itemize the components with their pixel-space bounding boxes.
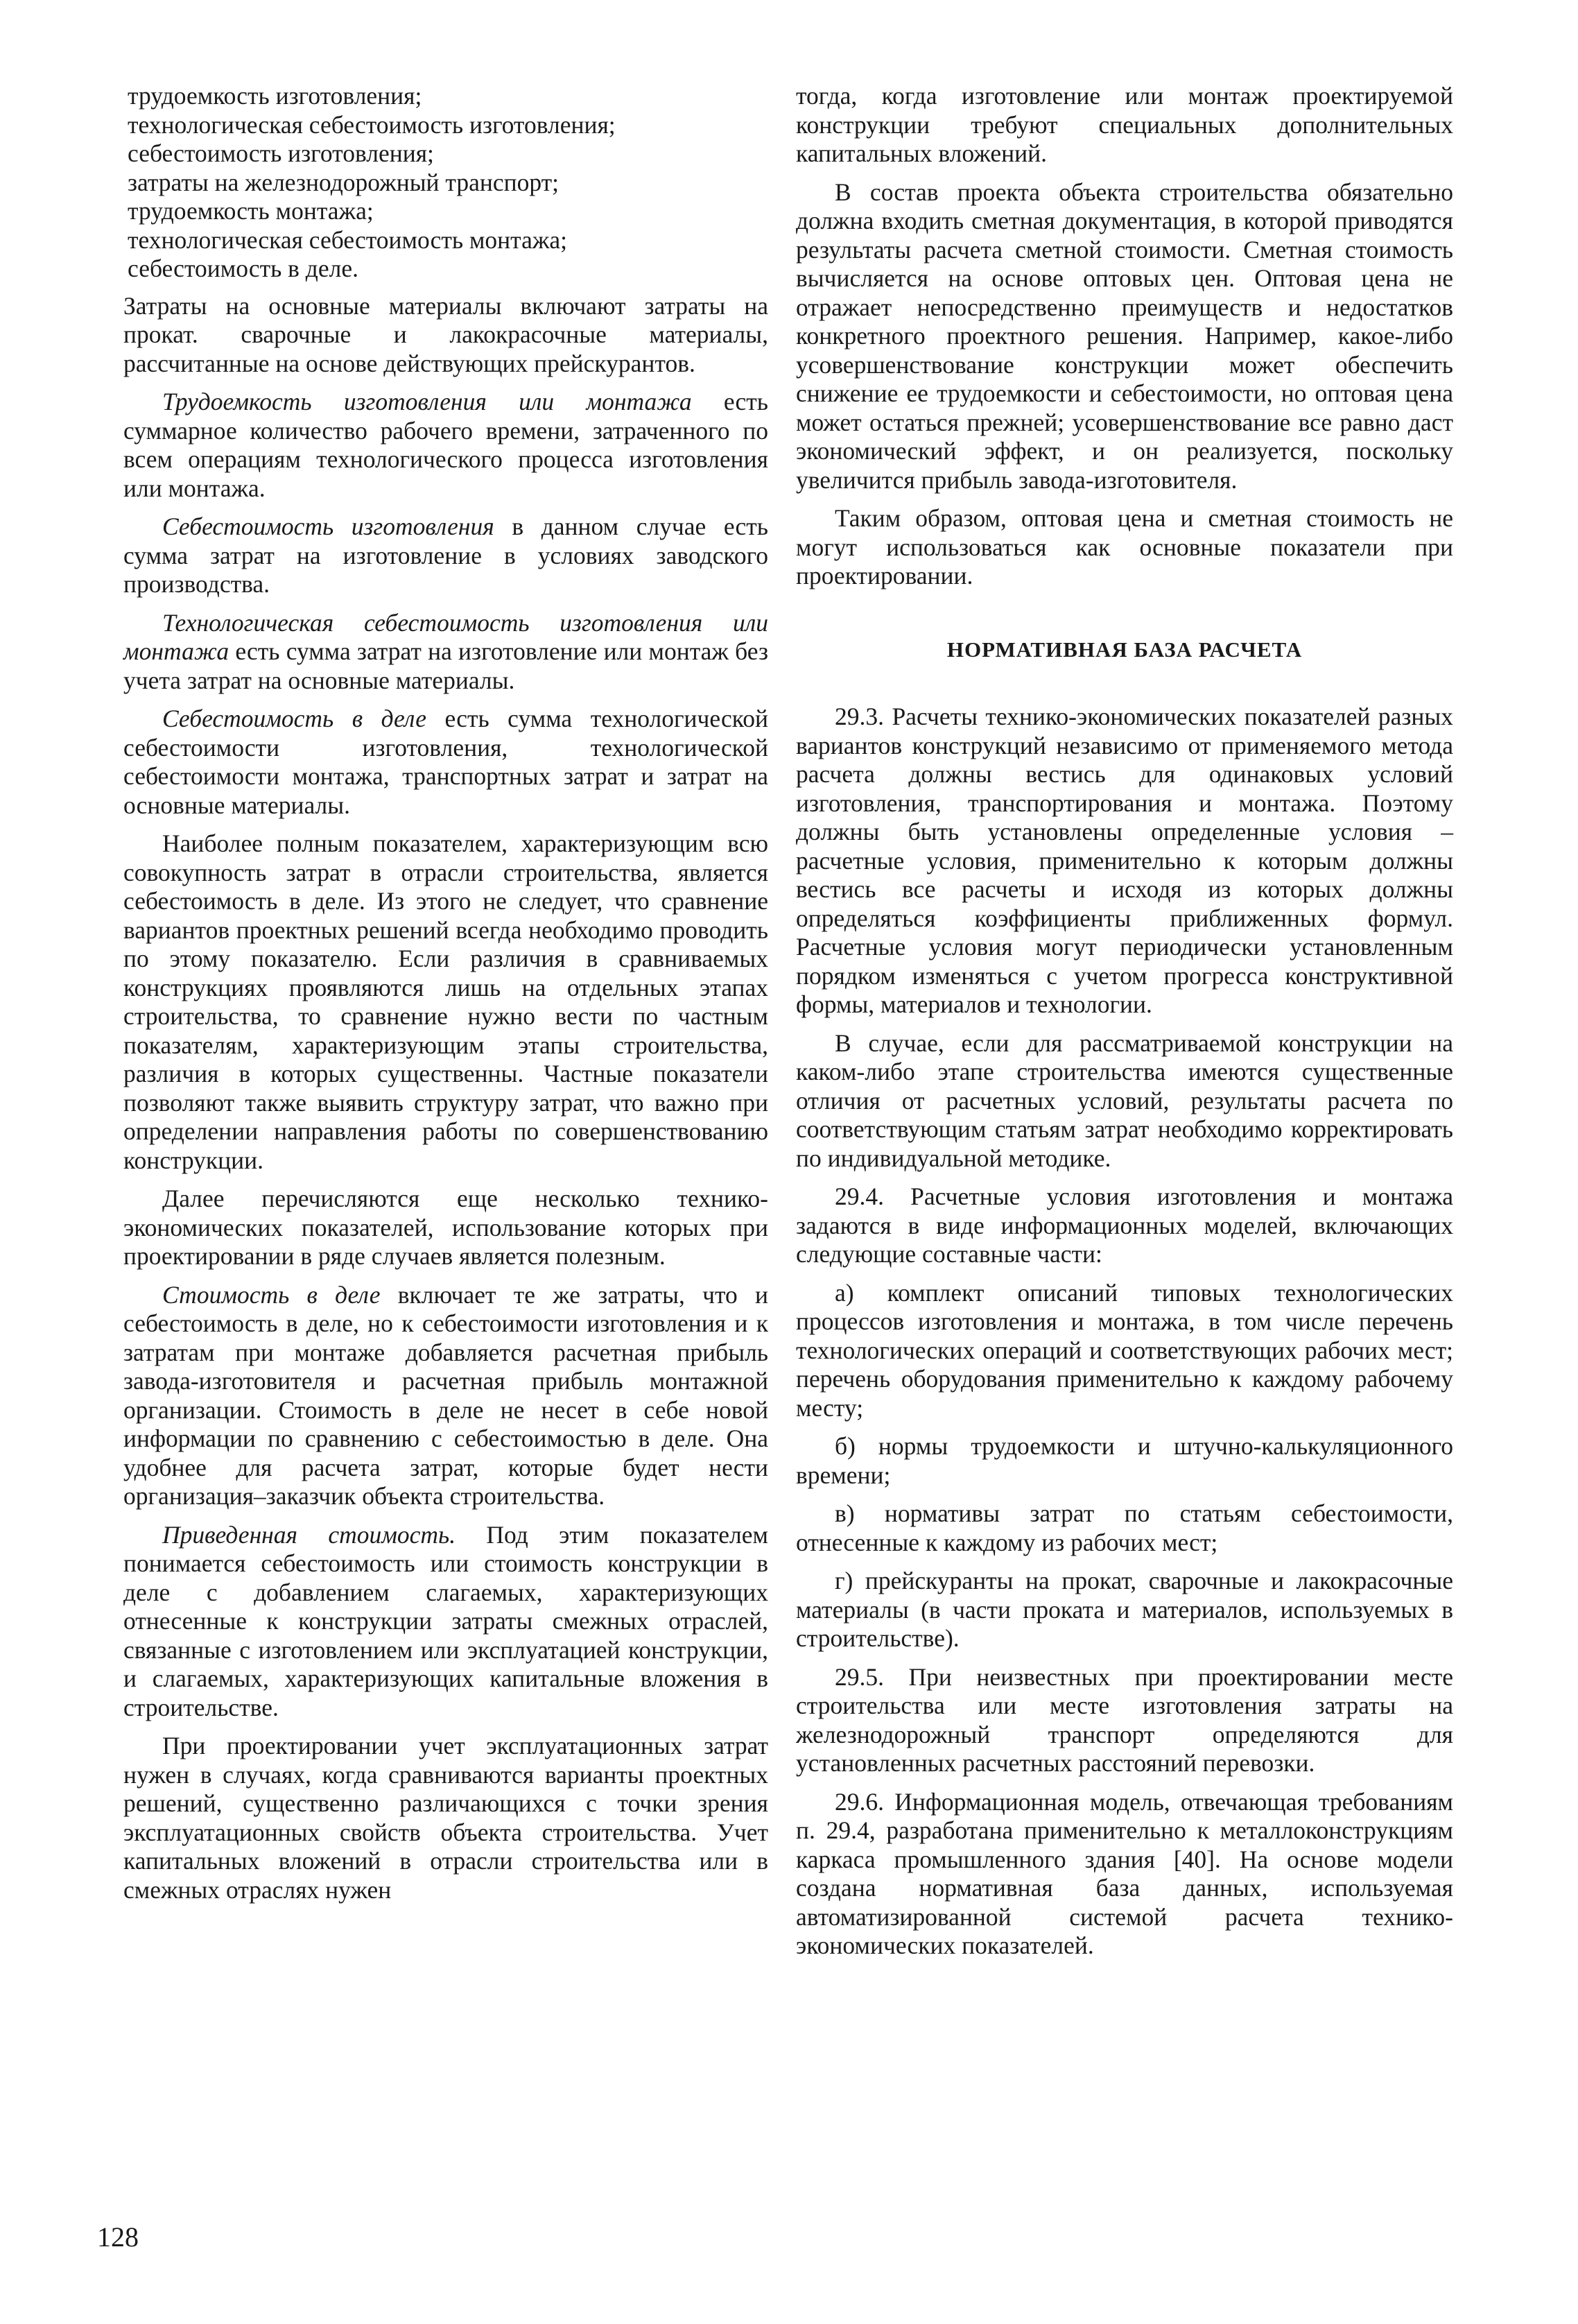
list-item: технологическая себестоимость изготовления; bbox=[128, 110, 616, 139]
paragraph-operating-costs: При проектировании учет эксплуатационных затрат нужен в случаях, когда сравниваются варианты проектных решений, существенно различающихся с точки зрения эксплуатационных свойств объекта строительства. Учет капитальных вложений в отрасли строительства или в смежных отраслях нужен bbox=[123, 1732, 768, 1904]
paragraph-29-6: 29.6. Информационная модель, отвечающая требованиям п. 29.4, разработана применительно к металлоконструкциям каркаса промышленного здания [40]. На основе модели создана нормативная база данных, используемая автоматизированной системой расчета технико-экономических показателей. bbox=[796, 1787, 1453, 1959]
paragraph-deviation: В случае, если для рассматриваемой конструкции на каком-либо этапе строительства имеются существенные отличия от расчетных условий, результаты расчета по соответствующим статьям затрат необходимо корректировать по индивидуальной методике. bbox=[796, 1028, 1453, 1172]
paragraph-labor-definition bbox=[123, 388, 768, 503]
list-item-g: г) прейскуранты на прокат, сварочные и лакокрасочные материалы (в части проката и материалов, используемых в строительстве). bbox=[796, 1567, 1453, 1652]
paragraph-29-4: 29.4. Расчетные условия изготовления и монтажа задаются в виде информационных моделей, включающих следующие составные части: bbox=[796, 1182, 1453, 1268]
list-item: себестоимость изготовления; bbox=[128, 139, 434, 167]
term: Стоимость в деле bbox=[162, 1280, 381, 1309]
paragraph-price-definition bbox=[123, 1281, 768, 1511]
paragraph-cost-definition bbox=[123, 513, 768, 599]
paragraph-tech-cost-definition bbox=[123, 609, 768, 696]
paragraph-additional-indicators: Далее перечисляются еще несколько технико-экономических показателей, использование которых при проектировании в ряде случаев является полезным. bbox=[123, 1185, 768, 1270]
definition: есть суммарное количество рабочего времени, затраченного по всем операциям технологического процесса изготовления или монтажа. bbox=[123, 388, 768, 502]
list-item: затраты на железнодорожный транспорт; bbox=[128, 168, 560, 196]
section-heading: НОРМАТИВНАЯ БАЗА РАСЧЕТА bbox=[946, 637, 1303, 662]
left-column bbox=[123, 82, 768, 1914]
definition: в данном случае есть сумма затрат на изготовление в условиях заводского производства. bbox=[123, 513, 768, 598]
page-number: 128 bbox=[97, 2221, 139, 2253]
definition: включает те же затраты, что и себестоимость в деле, но к себестоимости изготовления и к затратам при монтаже добавляется расчетная прибыль завода-изготовителя и расчетная прибыль монтажной организации. Стоимость в деле не несет в себе новой информации по сравнению с себестоимостью в деле. Она удобнее для расчета затрат, которые будет нести организация–заказчик объекта строительства. bbox=[123, 1280, 768, 1510]
definition: есть сумма технологической себестоимости изготовления, технологической себестоимости монтажа, транспортных затрат и затрат на основные материалы. bbox=[123, 705, 768, 819]
definition: Под этим показателем понимается себестоимость или стоимость конструкции в деле с добавлением слагаемых, характеризующих отнесенные к конструкции затраты смежных отраслей, связанные с изготовлением или эксплуатацией конструкции, и слагаемых, характеризующих капитальные вложения в строительстве. bbox=[123, 1520, 768, 1721]
term: Технологическая себестоимость изготовления или монтажа bbox=[123, 608, 768, 665]
list-item-b: б) нормы трудоемкости и штучно-калькуляционного времени; bbox=[796, 1432, 1453, 1489]
list-item-a: а) комплект описаний типовых технологических процессов изготовления и монтажа, в том числе перечень технологических операций и соответствующих рабочих мест; перечень оборудования применительно к каждому рабочему месту; bbox=[796, 1278, 1453, 1422]
term: Трудоемкость изготовления или монтажа bbox=[162, 388, 692, 415]
term: Приведенная стоимость. bbox=[162, 1520, 456, 1549]
right-column bbox=[796, 82, 1453, 1970]
definition: есть сумма затрат на изготовление или монтаж без учета затрат на основные материалы. bbox=[123, 637, 768, 694]
list-item: трудоемкость изготовления; bbox=[128, 82, 422, 110]
paragraph-full-indicator: Наиболее полным показателем, характеризующим всю совокупность затрат в отрасли строительства, является себестоимость в деле. Из этого не следует, что сравнение вариантов проектных решений всегда необходимо проводить по этому показателю. Если различия в сравниваемых конструкциях проявляются лишь на отдельных этапах строительства, то сравнение нужно вести по частным показателям, характеризующим этапы строительства, различия в которых существенны. Частные показатели позволяют также выявить структуру затрат, что важно при определении направления работы по совершенствованию конструкции. bbox=[123, 829, 768, 1174]
paragraph-in-place-cost-definition bbox=[123, 705, 768, 820]
paragraph-29-3: 29.3. Расчеты технико-экономических показателей разных вариантов конструкций независимо от применяемого метода расчета должны вестись для одинаковых условий изготовления, транспортирования и монтажа. Поэтому должны быть установлены определенные условия – расчетные условия, применительно к которым должны вестись все расчеты и исходя из которых должны определяться коэффициенты приближенных формул. Расчетные условия могут периодически установленным порядком изменяться с учетом прогресса конструктивной формы, материалов и технологии. bbox=[796, 703, 1453, 1018]
paragraph-29-5: 29.5. При неизвестных при проектировании месте строительства или месте изготовления затраты на железнодорожный транспорт определяются для установленных расчетных расстояний перевозки. bbox=[796, 1662, 1453, 1777]
term: Себестоимость в деле bbox=[162, 705, 427, 732]
paragraph-estimate: В состав проекта объекта строительства обязательно должна входить сметная документация, в которой приводятся результаты расчета сметной стоимости. Сметная стоимость вычисляется на основе оптовых цен. Оптовая цена не отражает непосредственно преимуществ и недостатков конкретного проектного решения. Например, какое-либо усовершенствование конструкции может обеспечить снижение ее трудоемкости и себестоимости, но оптовая цена может остаться прежней; усовершенствование все равно даст экономический эффект, и он реализуется, поскольку увеличится прибыль завода-изготовителя. bbox=[796, 178, 1453, 494]
paragraph-materials: Затраты на основные материалы включают затраты на прокат. сварочные и лакокрасочные материалы, рассчитанные на основе действующих прейскурантов. bbox=[123, 291, 768, 377]
list-item: технологическая себестоимость монтажа; bbox=[128, 225, 568, 254]
paragraph-continuation: тогда, когда изготовление или монтаж проектируемой конструкции требуют специальных дополнительных капитальных вложений. bbox=[796, 82, 1453, 167]
indicator-list bbox=[123, 82, 768, 284]
list-item: трудоемкость монтажа; bbox=[128, 197, 374, 225]
paragraph-reduced-cost-definition bbox=[123, 1521, 768, 1723]
list-item-v: в) нормативы затрат по статьям себестоимости, отнесенные к каждому из рабочих мест; bbox=[796, 1499, 1453, 1556]
term: Себестоимость изготовления bbox=[162, 513, 494, 540]
paragraph-conclusion: Таким образом, оптовая цена и сметная стоимость не могут использоваться как основные показатели при проектировании. bbox=[796, 504, 1453, 589]
list-item: себестоимость в деле. bbox=[128, 255, 358, 282]
